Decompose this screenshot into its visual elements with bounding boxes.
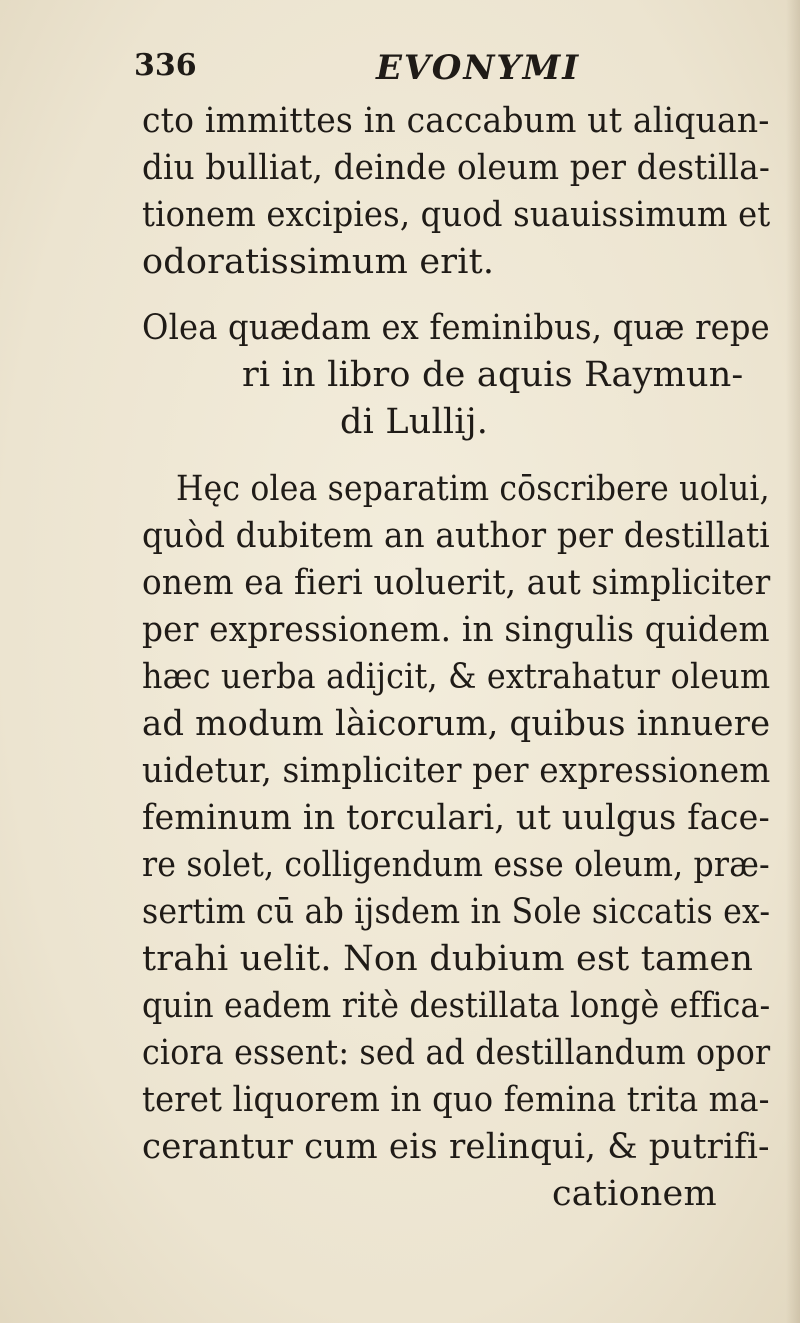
text-line: tionem excipies, quod suauissimum et — [142, 195, 771, 235]
text-line: re solet, colligendum esse oleum, præ- — [142, 845, 770, 885]
text-line: per expressionem. in singulis quidem — [142, 610, 770, 650]
text-line: onem ea fieri uoluerit, aut simpliciter — [142, 563, 771, 603]
text-line: uidetur, simpliciter per expressionem — [142, 751, 771, 791]
page-header — [134, 38, 694, 98]
text-line: feminum in torculari, ut uulgus face- — [142, 798, 770, 838]
section-heading-line: Olea quædam ex feminibus, quæ repe — [142, 308, 770, 348]
page-number: 336 — [134, 48, 197, 83]
text-line: Hęc olea separatim cōscribere uolui, — [176, 469, 770, 509]
text-line: cto immittes in caccabum ut aliquan- — [142, 101, 770, 141]
text-line: cerantur cum eis relinqui, & putrifi- — [142, 1127, 770, 1167]
text-line: ad modum làicorum, quibus innuere — [142, 704, 771, 744]
text-line: hæc uerba adijcit, & extrahatur oleum — [142, 657, 771, 697]
section-heading-line: ri in libro de aquis Raymun- — [242, 355, 744, 395]
catchword: cationem — [552, 1174, 717, 1214]
text-line: trahi uelit. Non dubium est tamen — [142, 939, 754, 979]
text-line: quin eadem ritè destillata longè effica- — [142, 986, 771, 1026]
text-line: quòd dubitem an author per destillati — [142, 516, 770, 556]
text-line: teret liquorem in quo femina trita ma- — [142, 1080, 770, 1120]
text-line: sertim cū ab ijsdem in Sole siccatis ex- — [142, 892, 771, 932]
text-line: odoratissimum erit. — [142, 242, 495, 282]
section-heading-line: di Lullij. — [340, 402, 489, 442]
text-line: ciora essent: sed ad destillandum opor — [142, 1033, 771, 1073]
text-line: diu bulliat, deinde oleum per destilla- — [142, 148, 771, 188]
running-title: EVONYMI — [376, 48, 581, 88]
